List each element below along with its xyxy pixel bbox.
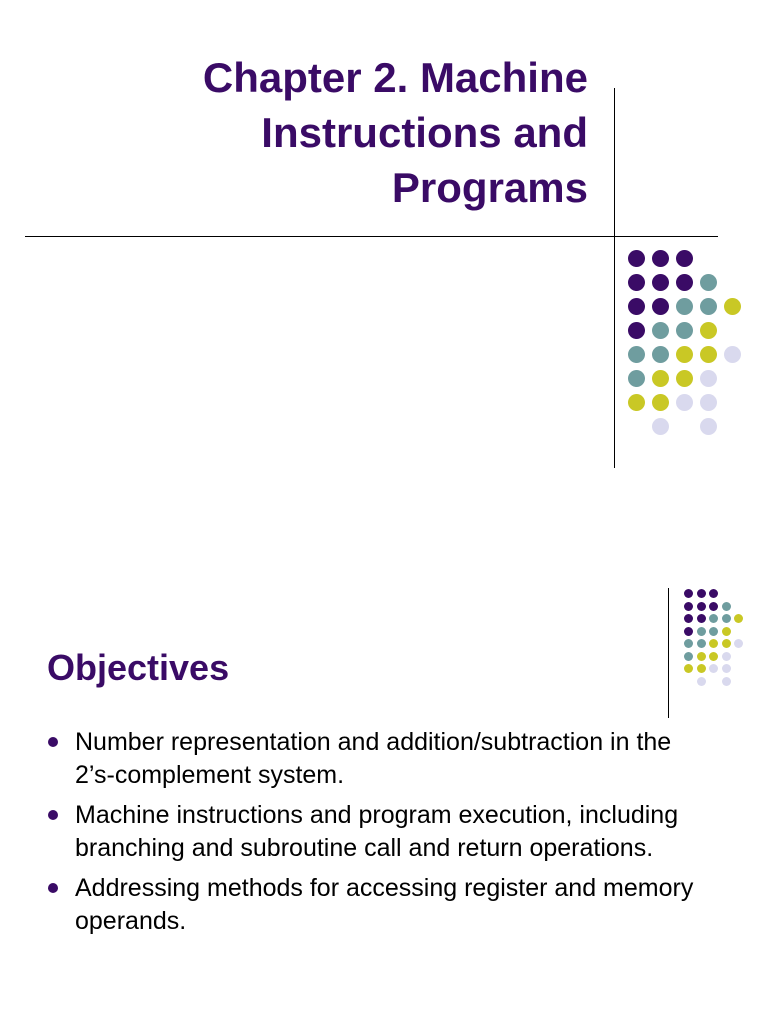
decorative-dot xyxy=(628,274,645,291)
decorative-dot xyxy=(652,370,669,387)
chapter-title xyxy=(68,50,588,215)
decorative-dot xyxy=(684,664,693,673)
decorative-dot xyxy=(652,298,669,315)
decorative-dot xyxy=(676,346,693,363)
decorative-dot xyxy=(724,346,741,363)
decorative-dot xyxy=(676,274,693,291)
bullet-text: Number representation and addition/subtraction in the 2’s-complement system. xyxy=(75,728,672,789)
bullet-text: Machine instructions and program execution, including branching and subroutine call and return operations. xyxy=(75,801,679,862)
decorative-dot xyxy=(697,627,706,636)
decorative-dot xyxy=(734,614,743,623)
decorative-dot xyxy=(697,602,706,611)
decorative-dot xyxy=(709,589,718,598)
bullet-dot-icon xyxy=(48,810,58,820)
decorative-dot xyxy=(652,346,669,363)
vertical-divider xyxy=(614,88,615,468)
decorative-dot xyxy=(676,298,693,315)
list-item xyxy=(46,726,716,792)
objectives-heading: Objectives xyxy=(47,647,230,688)
list-item xyxy=(46,799,716,865)
decorative-dot xyxy=(722,627,731,636)
decorative-dot xyxy=(684,627,693,636)
decorative-dot xyxy=(697,664,706,673)
decorative-dot xyxy=(722,614,731,623)
decorative-dot xyxy=(652,250,669,267)
decorative-dot xyxy=(709,602,718,611)
decorative-dot xyxy=(652,394,669,411)
decorative-dot xyxy=(722,639,731,648)
vertical-divider xyxy=(668,588,669,718)
decorative-dot xyxy=(628,370,645,387)
objectives-list xyxy=(46,726,716,945)
decorative-dot xyxy=(697,639,706,648)
decorative-dot xyxy=(709,639,718,648)
decorative-dot xyxy=(628,250,645,267)
decorative-dot xyxy=(697,652,706,661)
title-line-3: Programs xyxy=(391,164,588,211)
decorative-dot xyxy=(684,639,693,648)
bullet-dot-icon xyxy=(48,737,58,747)
decorative-dot xyxy=(700,274,717,291)
decorative-dot xyxy=(709,614,718,623)
decorative-dot xyxy=(628,346,645,363)
decorative-dot xyxy=(628,322,645,339)
title-line-1: Chapter 2. Machine xyxy=(202,54,588,101)
decorative-dot xyxy=(724,298,741,315)
decorative-dot xyxy=(652,322,669,339)
decorative-dot xyxy=(722,652,731,661)
decorative-dot xyxy=(628,298,645,315)
decorative-dot xyxy=(700,346,717,363)
decorative-dot xyxy=(700,370,717,387)
decorative-dot xyxy=(697,677,706,686)
decorative-dot xyxy=(676,322,693,339)
decorative-dot xyxy=(684,602,693,611)
decorative-dot xyxy=(734,639,743,648)
decorative-dot xyxy=(709,664,718,673)
decorative-dot xyxy=(697,614,706,623)
decorative-dot xyxy=(628,394,645,411)
decorative-dot xyxy=(709,652,718,661)
decorative-dot xyxy=(709,627,718,636)
decorative-dot xyxy=(652,274,669,291)
list-item xyxy=(46,872,716,938)
decorative-dot xyxy=(722,677,731,686)
decorative-dot xyxy=(722,664,731,673)
decorative-dot xyxy=(700,394,717,411)
decorative-dot xyxy=(652,418,669,435)
title-line-2: Instructions and xyxy=(261,109,588,156)
decorative-dot xyxy=(700,418,717,435)
decorative-dot xyxy=(684,589,693,598)
bullet-dot-icon xyxy=(48,883,58,893)
slide-objectives xyxy=(0,512,768,1024)
decorative-dot xyxy=(684,614,693,623)
decorative-dot xyxy=(684,652,693,661)
decorative-dot xyxy=(700,298,717,315)
decorative-dot xyxy=(700,322,717,339)
decorative-dot xyxy=(676,394,693,411)
decorative-dot xyxy=(722,602,731,611)
decorative-dot xyxy=(676,250,693,267)
bullet-text: Addressing methods for accessing register and memory operands. xyxy=(75,874,694,935)
decorative-dot xyxy=(676,370,693,387)
decorative-dot xyxy=(697,589,706,598)
